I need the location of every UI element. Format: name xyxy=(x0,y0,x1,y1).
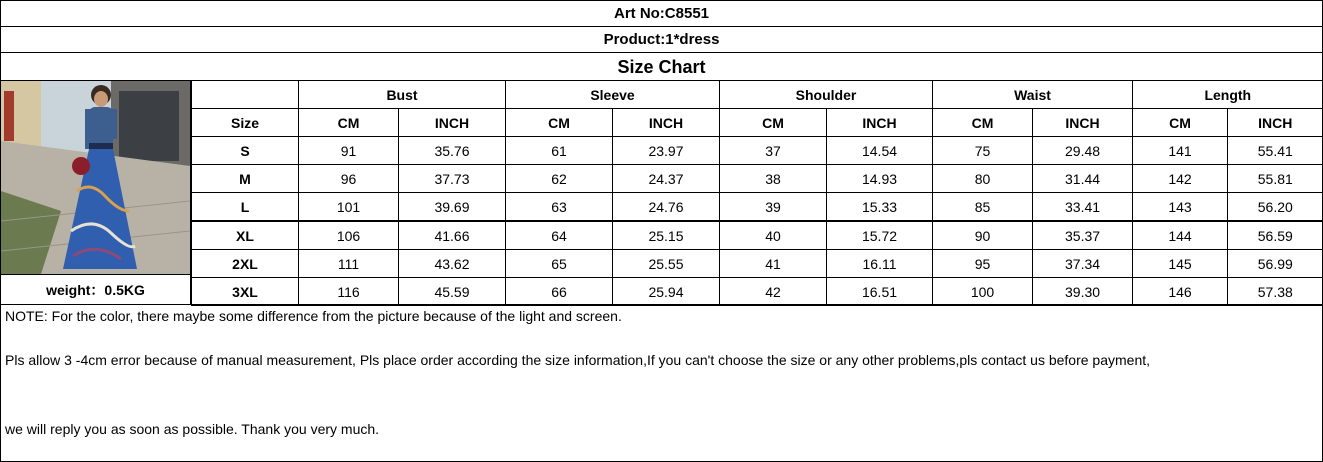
unit-header: INCH xyxy=(399,109,506,137)
size-table xyxy=(191,81,1323,306)
value-cell: 37 xyxy=(720,137,827,165)
unit-header: CM xyxy=(506,109,613,137)
value-cell: 56.20 xyxy=(1228,193,1323,222)
value-cell: 14.54 xyxy=(827,137,933,165)
value-cell: 61 xyxy=(506,137,613,165)
group-header-length: Length xyxy=(1133,81,1323,109)
unit-header: INCH xyxy=(1033,109,1133,137)
value-cell: 24.76 xyxy=(613,193,720,222)
value-cell: 45.59 xyxy=(399,278,506,306)
value-cell: 63 xyxy=(506,193,613,222)
value-cell: 38 xyxy=(720,165,827,193)
value-cell: 146 xyxy=(1133,278,1228,306)
value-cell: 42 xyxy=(720,278,827,306)
value-cell: 39 xyxy=(720,193,827,222)
value-cell: 142 xyxy=(1133,165,1228,193)
size-cell: 2XL xyxy=(192,250,299,278)
value-cell: 145 xyxy=(1133,250,1228,278)
dress-model-photo xyxy=(1,81,190,274)
value-cell: 101 xyxy=(299,193,399,222)
value-cell: 90 xyxy=(933,221,1033,250)
value-cell: 16.51 xyxy=(827,278,933,306)
value-cell: 25.15 xyxy=(613,221,720,250)
value-cell: 41 xyxy=(720,250,827,278)
value-cell: 141 xyxy=(1133,137,1228,165)
value-cell: 15.33 xyxy=(827,193,933,222)
unit-header: CM xyxy=(1133,109,1228,137)
value-cell: 96 xyxy=(299,165,399,193)
note-measurement-error: Pls allow 3 -4cm error because of manual measurement, Pls place order according the size information,If you can't choose the size or any other problems,pls contact us before payment, xyxy=(5,352,1151,368)
value-cell: 35.37 xyxy=(1033,221,1133,250)
note-reply: we will reply you as soon as possible. Thank you very much. xyxy=(5,421,380,437)
page-title: Size Chart xyxy=(1,53,1322,81)
group-header-row xyxy=(192,81,1323,109)
value-cell: 64 xyxy=(506,221,613,250)
unit-header: INCH xyxy=(827,109,933,137)
blank-corner-cell xyxy=(192,81,299,109)
unit-header: INCH xyxy=(1228,109,1323,137)
value-cell: 106 xyxy=(299,221,399,250)
value-cell: 56.59 xyxy=(1228,221,1323,250)
size-column-header: Size xyxy=(192,109,299,137)
value-cell: 39.30 xyxy=(1033,278,1133,306)
value-cell: 55.81 xyxy=(1228,165,1323,193)
value-cell: 65 xyxy=(506,250,613,278)
value-cell: 91 xyxy=(299,137,399,165)
value-cell: 116 xyxy=(299,278,399,306)
value-cell: 24.37 xyxy=(613,165,720,193)
value-cell: 15.72 xyxy=(827,221,933,250)
group-header-shoulder: Shoulder xyxy=(720,81,933,109)
value-cell: 14.93 xyxy=(827,165,933,193)
value-cell: 57.38 xyxy=(1228,278,1323,306)
value-cell: 37.73 xyxy=(399,165,506,193)
unit-header: CM xyxy=(299,109,399,137)
value-cell: 85 xyxy=(933,193,1033,222)
value-cell: 56.99 xyxy=(1228,250,1323,278)
value-cell: 144 xyxy=(1133,221,1228,250)
value-cell: 25.55 xyxy=(613,250,720,278)
value-cell: 16.11 xyxy=(827,250,933,278)
size-cell: L xyxy=(192,193,299,222)
size-cell: XL xyxy=(192,221,299,250)
table-row xyxy=(192,250,1323,278)
product-photo xyxy=(1,81,191,275)
table-row xyxy=(192,137,1323,165)
value-cell: 66 xyxy=(506,278,613,306)
table-row xyxy=(192,278,1323,306)
value-cell: 75 xyxy=(933,137,1033,165)
group-header-waist: Waist xyxy=(933,81,1133,109)
size-cell: M xyxy=(192,165,299,193)
value-cell: 33.41 xyxy=(1033,193,1133,222)
group-header-bust: Bust xyxy=(299,81,506,109)
unit-header: INCH xyxy=(613,109,720,137)
value-cell: 35.76 xyxy=(399,137,506,165)
value-cell: 80 xyxy=(933,165,1033,193)
value-cell: 37.34 xyxy=(1033,250,1133,278)
value-cell: 25.94 xyxy=(613,278,720,306)
value-cell: 95 xyxy=(933,250,1033,278)
value-cell: 29.48 xyxy=(1033,137,1133,165)
table-row xyxy=(192,165,1323,193)
value-cell: 23.97 xyxy=(613,137,720,165)
value-cell: 39.69 xyxy=(399,193,506,222)
table-row xyxy=(192,221,1323,250)
value-cell: 55.41 xyxy=(1228,137,1323,165)
value-cell: 100 xyxy=(933,278,1033,306)
size-cell: 3XL xyxy=(192,278,299,306)
value-cell: 62 xyxy=(506,165,613,193)
note-color-difference: NOTE: For the color, there maybe some difference from the picture because of the light and screen. xyxy=(5,308,622,324)
value-cell: 111 xyxy=(299,250,399,278)
group-header-sleeve: Sleeve xyxy=(506,81,720,109)
value-cell: 43.62 xyxy=(399,250,506,278)
weight-label: weight：0.5KG xyxy=(1,275,191,305)
value-cell: 31.44 xyxy=(1033,165,1133,193)
size-cell: S xyxy=(192,137,299,165)
product-line: Product:1*dress xyxy=(1,27,1322,53)
value-cell: 41.66 xyxy=(399,221,506,250)
table-row xyxy=(192,193,1323,222)
unit-header: CM xyxy=(720,109,827,137)
value-cell: 143 xyxy=(1133,193,1228,222)
art-number: Art No:C8551 xyxy=(1,1,1322,27)
unit-header: CM xyxy=(933,109,1033,137)
unit-header-row xyxy=(192,109,1323,137)
value-cell: 40 xyxy=(720,221,827,250)
